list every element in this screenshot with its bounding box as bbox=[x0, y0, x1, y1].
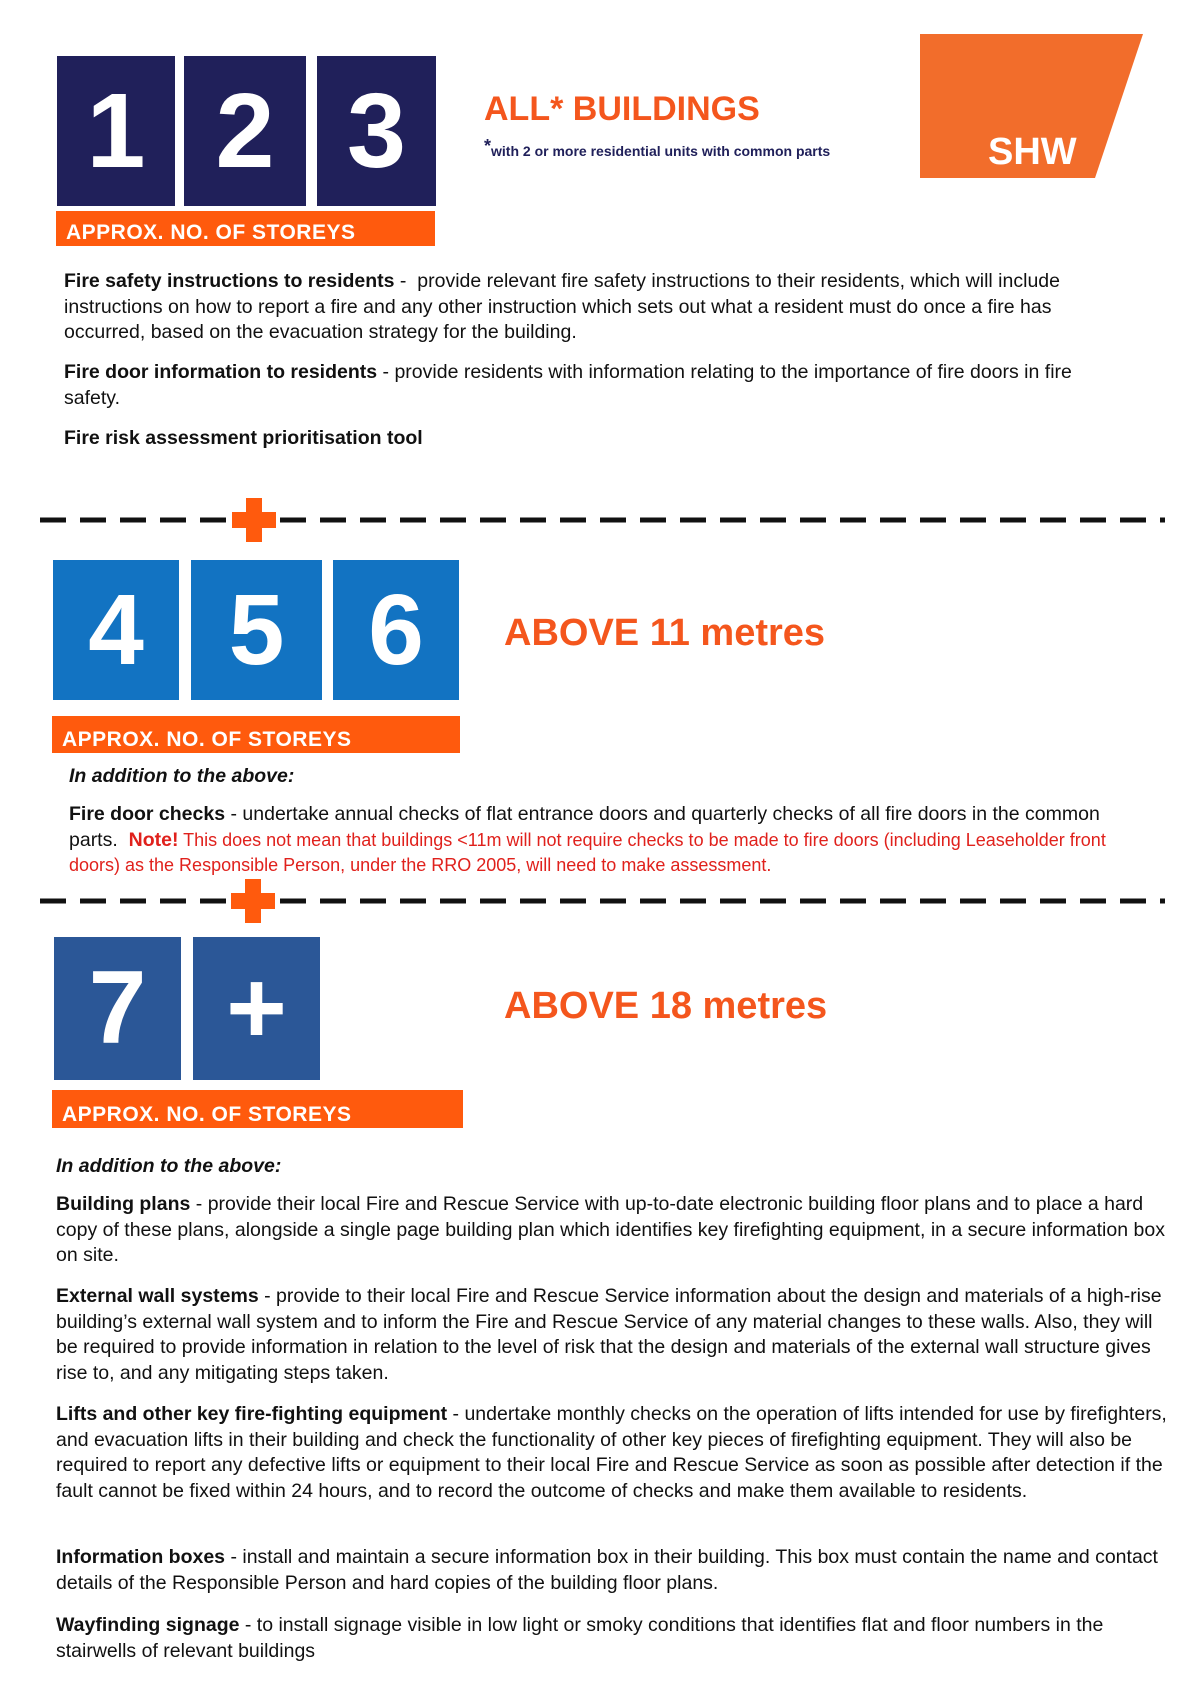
item-fire-risk-assessment bbox=[64, 426, 1124, 452]
section2-title: ABOVE 11 metres bbox=[504, 612, 826, 654]
section3-title: ABOVE 18 metres bbox=[504, 985, 828, 1027]
shw-logo bbox=[920, 34, 1143, 178]
item-separator: - bbox=[377, 361, 395, 383]
storey-number-7: 7 bbox=[54, 937, 181, 1080]
plus-icon-2 bbox=[231, 879, 275, 923]
item-building-plans bbox=[56, 1192, 1171, 1269]
item-label: Fire door information to residents bbox=[64, 361, 378, 383]
item-text: undertake annual checks of flat entrance doors and quarterly checks of all fire doors in the common parts. bbox=[69, 803, 1100, 851]
storey-number-1: 1 bbox=[57, 56, 175, 206]
item-label: Building plans bbox=[56, 1193, 191, 1215]
item-separator: - bbox=[190, 1193, 208, 1215]
item-external-wall-systems bbox=[56, 1284, 1171, 1386]
item-label: Fire door checks bbox=[69, 803, 226, 825]
storey-number-2: 2 bbox=[184, 56, 306, 206]
item-fire-door-information bbox=[64, 360, 1124, 411]
storeys-label-3: APPROX. NO. OF STOREYS bbox=[52, 1090, 463, 1128]
section1-title: ALL* BUILDINGS bbox=[484, 90, 760, 128]
note-text: This does not mean that buildings <11m will not require checks to be made to fire doors (including Leaseholder front doors) as the Responsible Person, under the RRO 2005, will need to make assessment. bbox=[69, 829, 1106, 875]
item-text: undertake monthly checks on the operation of lifts intended for use by firefighters, and evacuation lifts in their building and check the functionality of other key pieces of firefighting equipment. They will also be required to report any defective lifts or equipment to their local Fire and Rescue Service as soon as possible after detection if the fault cannot be fixed within 24 hours, and to record the outcome of checks and make them available to residents. bbox=[56, 1403, 1167, 1502]
storey-number-5: 5 bbox=[191, 560, 322, 700]
section1-subtitle bbox=[484, 136, 831, 161]
item-text: provide residents with information relating to the importance of fire doors in fire safety. bbox=[64, 361, 1072, 409]
dashed-divider-2 bbox=[40, 898, 1165, 904]
note-label: Note! bbox=[128, 828, 179, 851]
item-separator: - bbox=[225, 1546, 243, 1568]
item-label: External wall systems bbox=[56, 1285, 259, 1307]
storeys-label-1: APPROX. NO. OF STOREYS bbox=[56, 211, 435, 246]
item-label: Wayfinding signage bbox=[56, 1614, 240, 1636]
section2-intro: In addition to the above: bbox=[69, 765, 295, 787]
dashed-divider-1 bbox=[40, 517, 1165, 523]
item-fire-safety-instructions bbox=[64, 269, 1124, 346]
item-label: Fire safety instructions to residents bbox=[64, 270, 395, 292]
item-label: Lifts and other key fire-fighting equipment bbox=[56, 1403, 448, 1425]
item-label: Fire risk assessment prioritisation tool bbox=[64, 427, 423, 449]
storey-number-6: 6 bbox=[333, 560, 459, 700]
item-text: provide their local Fire and Rescue Service with up-to-date electronic building floor plans and to place a hard copy of these plans, alongside a single page building plan which identifies key firefighting equipment, in a secure information box on site. bbox=[56, 1193, 1165, 1266]
subtitle-asterisk: * bbox=[484, 136, 492, 156]
subtitle-text: with 2 or more residential units with common parts bbox=[491, 143, 831, 159]
item-information-boxes bbox=[56, 1545, 1171, 1596]
storey-number-plus: + bbox=[193, 937, 320, 1080]
section3-intro: In addition to the above: bbox=[56, 1155, 282, 1177]
item-wayfinding-signage bbox=[56, 1613, 1171, 1664]
item-separator: - bbox=[239, 1614, 257, 1636]
item-text: to install signage visible in low light or smoky conditions that identifies flat and floor numbers in the stairwells of relevant buildings bbox=[56, 1614, 1104, 1662]
item-text: install and maintain a secure information box in their building. This box must contain the name and contact details of the Responsible Person and hard copies of the building floor plans. bbox=[56, 1546, 1158, 1594]
item-text: provide relevant fire safety instructions to their residents, which will include instructions on how to report a fire and any other instruction which sets out what a resident must do once a fire has occurred, based on the evacuation strategy for the building. bbox=[64, 270, 1060, 343]
logo-text: SHW bbox=[988, 131, 1077, 173]
storey-number-3: 3 bbox=[317, 56, 436, 206]
item-separator: - bbox=[258, 1285, 277, 1307]
storeys-label-2: APPROX. NO. OF STOREYS bbox=[52, 716, 460, 753]
item-separator: - bbox=[394, 270, 418, 292]
item-lifts-equipment bbox=[56, 1402, 1171, 1504]
item-text: provide to their local Fire and Rescue Service information about the design and materials of a high-rise building’s external wall system and to inform the Fire and Rescue Service of any material changes to these walls. Also, they will be required to provide information in relation to the level of risk that the design and materials of the external wall structure gives rise to, and any mitigating steps taken. bbox=[56, 1285, 1162, 1384]
plus-icon-1 bbox=[232, 498, 276, 542]
item-fire-door-checks bbox=[69, 802, 1144, 879]
item-separator: - bbox=[447, 1403, 465, 1425]
item-label: Information boxes bbox=[56, 1546, 226, 1568]
storey-number-4: 4 bbox=[53, 560, 179, 700]
item-separator: - bbox=[225, 803, 243, 825]
